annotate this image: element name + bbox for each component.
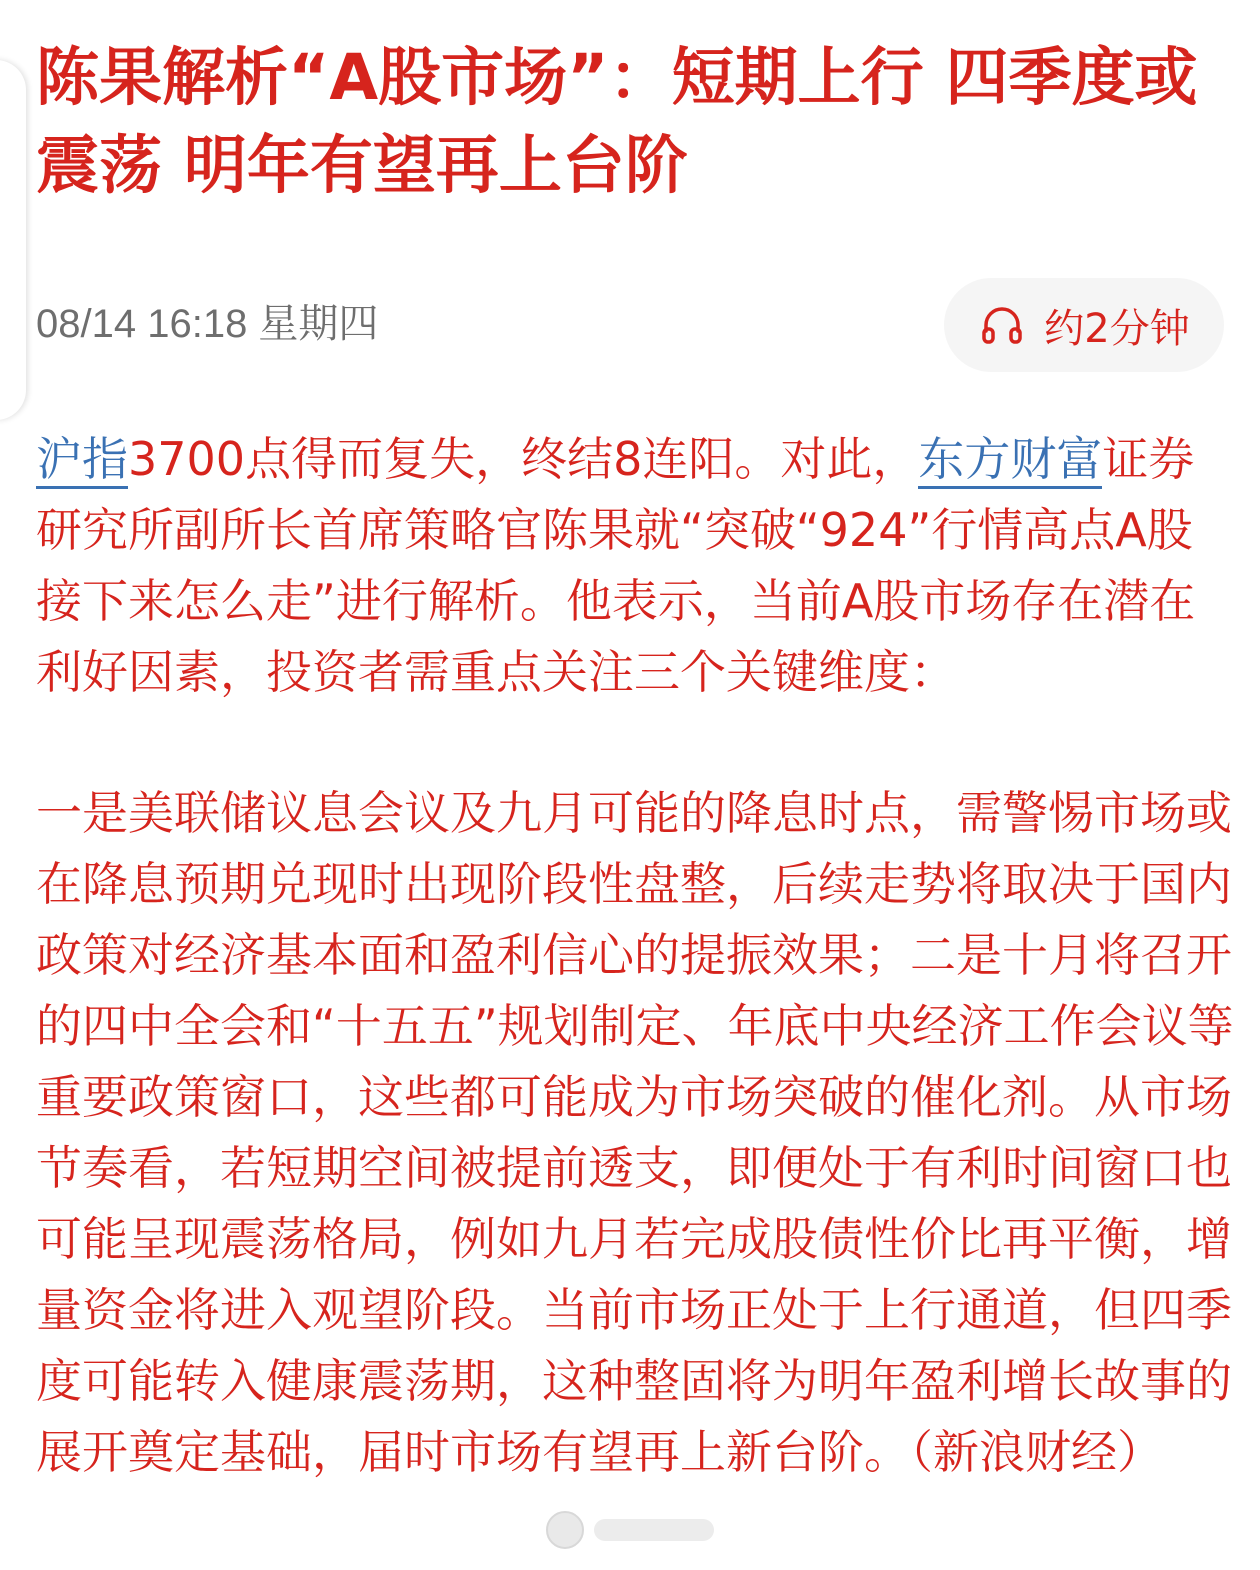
paragraph-1-text-b: 证券研究所副所长首席策略官陈果就“突破“924”行情高点A股接下来怎么走”进行解析。他表示，当前A股市场存在潜在利好因素，投资者需重点关注三个关键维度： [36, 432, 1196, 699]
article-paragraph-1 [36, 424, 1236, 708]
publish-time: 08/14 16:18 星期四 [36, 302, 379, 346]
watermark-overlay [520, 1500, 740, 1560]
side-panel-handle[interactable] [0, 60, 26, 420]
article-paragraph-2: 一是美联储议息会议及九月可能的降息时点，需警惕市场或在降息预期兑现时出现阶段性盘整，后续走势将取决于国内政策对经济基本面和盈利信心的提振效果；二是十月将召开的四中全会和“十五五”规划制定、年底中央经济工作会议等重要政策窗口，这些都可能成为市场突破的催化剂。从市场节奏看，若短期空间被提前透支，即便处于有利时间窗口也可能呈现震荡格局，例如九月若完成股债性价比再平衡，增量资金将进入观望阶段。当前市场正处于上行通道，但四季度可能转入健康震荡期，这种整固将为明年盈利增长故事的展开奠定基础，届时市场有望再上新台阶。（新浪财经） [36, 786, 1234, 1479]
listen-duration: 约2分钟 [1044, 305, 1190, 352]
stock-link-sh-index[interactable]: 沪指 [36, 432, 128, 489]
stock-link-east-money[interactable]: 东方财富 [918, 432, 1102, 489]
listen-button[interactable] [944, 278, 1224, 372]
watermark-logo-icon [546, 1511, 584, 1549]
headphones-icon [978, 301, 1026, 349]
paragraph-1-text-a: 3700点得而复失，终结8连阳。对此， [128, 432, 919, 486]
article-title: 陈果解析“A股市场”：短期上行 四季度或震荡 明年有望再上台阶 [36, 41, 1198, 202]
watermark-text [594, 1519, 714, 1541]
